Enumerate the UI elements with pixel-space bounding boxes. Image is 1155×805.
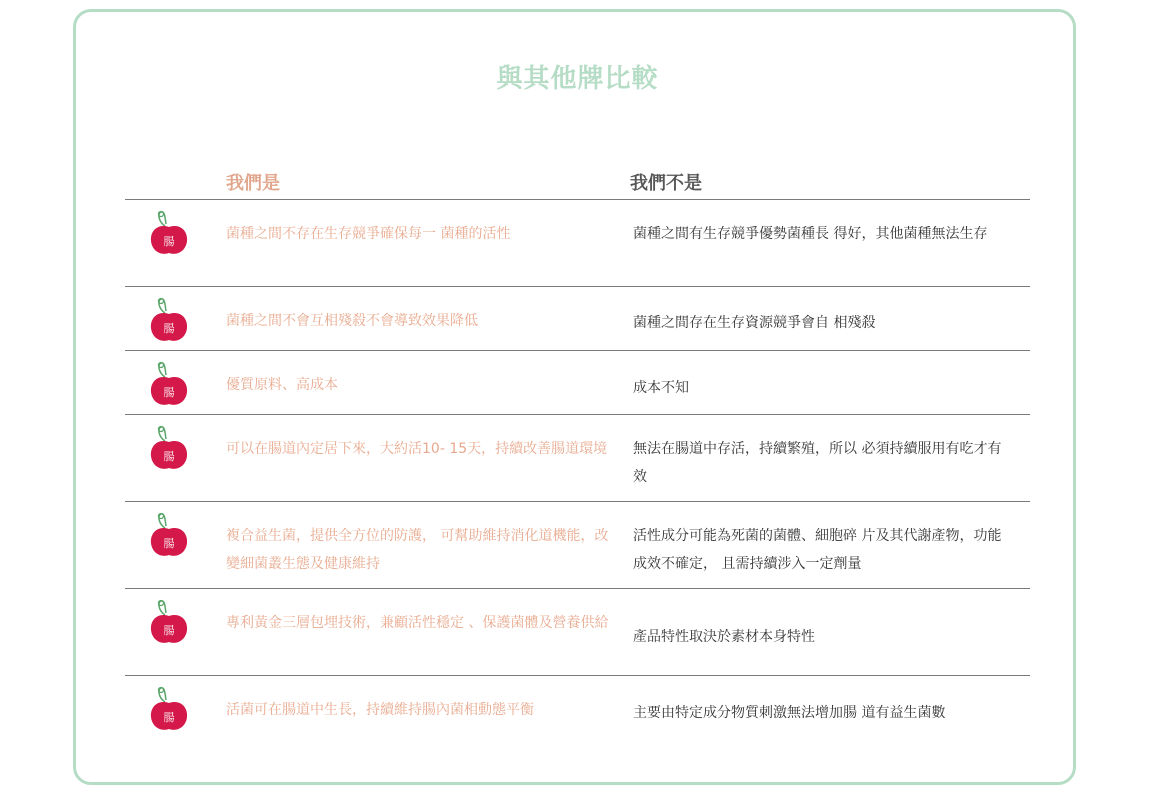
apple-badge-label: 腸 xyxy=(163,624,175,637)
apple-badge-icon xyxy=(149,599,189,645)
cell-us: 活菌可在腸道中生長，持續維持腸內菌相動態平衡 xyxy=(226,702,534,718)
apple-badge-label: 腸 xyxy=(163,322,175,335)
table-header xyxy=(125,160,1030,200)
page-title: 與其他牌比較 xyxy=(496,64,659,94)
table-row xyxy=(125,589,1030,676)
table-row xyxy=(125,287,1030,351)
table-row xyxy=(125,676,1030,746)
table-row xyxy=(125,200,1030,287)
apple-badge-icon xyxy=(149,425,189,471)
cell-not-us: 成本不知 xyxy=(633,380,689,396)
cell-us: 可以在腸道內定居下來，大約活10- 15天，持續改善腸道環境 xyxy=(226,441,608,457)
comparison-table xyxy=(125,160,1030,746)
cell-us: 優質原料、高成本 xyxy=(226,377,338,393)
cell-not-us: 主要由特定成分物質刺激無法增加腸 道有益生菌數 xyxy=(633,705,946,721)
cell-us: 專利黃金三層包埋技術，兼顧活性穩定 、保護菌體及營養供給 xyxy=(226,615,609,631)
cell-not-us: 菌種之間有生存競爭優勢菌種長 得好，其他菌種無法生存 xyxy=(633,226,988,242)
apple-badge-label: 腸 xyxy=(163,450,175,463)
apple-badge-icon xyxy=(149,361,189,407)
cell-not-us: 菌種之間存在生存資源競爭會自 相殘殺 xyxy=(633,315,876,331)
apple-badge-icon xyxy=(149,297,189,343)
apple-badge-label: 腸 xyxy=(163,386,175,399)
apple-badge-label: 腸 xyxy=(163,537,175,550)
cell-us: 菌種之間不會互相殘殺不會導致效果降低 xyxy=(226,313,478,329)
table-row xyxy=(125,502,1030,589)
cell-not-us: 活性成分可能為死菌的菌體、細胞碎 片及其代謝產物，功能成效不確定， 且需持續涉入一定劑量 xyxy=(633,528,1002,572)
apple-badge-icon xyxy=(149,686,189,732)
cell-not-us: 無法在腸道中存活，持續繁殖，所以 必須持續服用有吃才有效 xyxy=(633,441,1002,485)
apple-badge-label: 腸 xyxy=(163,711,175,724)
column-header-us: 我們是 xyxy=(226,173,280,194)
cell-us: 複合益生菌，提供全方位的防護， 可幫助維持消化道機能，改變細菌叢生態及健康維持 xyxy=(226,528,609,572)
apple-badge-label: 腸 xyxy=(163,235,175,248)
apple-badge-icon xyxy=(149,512,189,558)
cell-us: 菌種之間不存在生存競爭確保每一 菌種的活性 xyxy=(226,226,511,242)
table-row xyxy=(125,351,1030,415)
apple-badge-icon xyxy=(149,210,189,256)
table-row xyxy=(125,415,1030,502)
cell-not-us: 產品特性取決於素材本身特性 xyxy=(633,629,815,645)
column-header-not-us: 我們不是 xyxy=(630,173,702,194)
